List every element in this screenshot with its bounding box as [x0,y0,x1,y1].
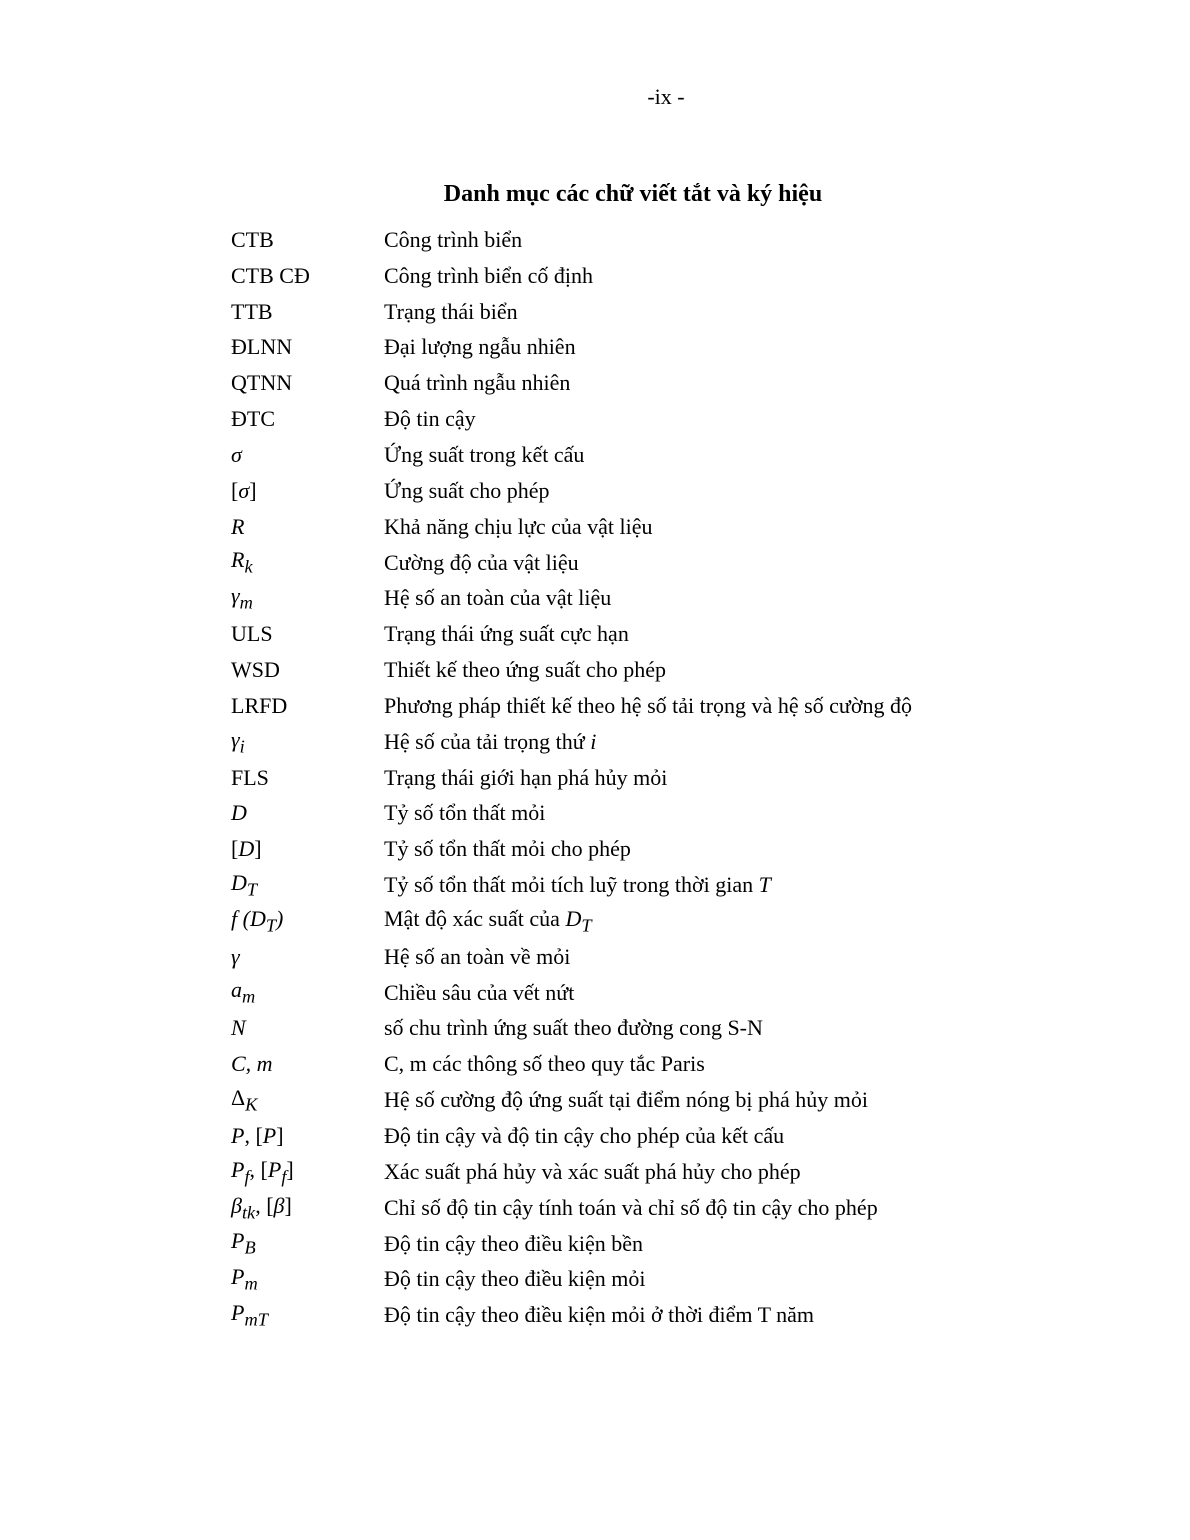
abbreviation-symbol: f $(D_T)$ [231,905,284,936]
abbreviation-symbol: $P_{mT}$ [231,1300,268,1330]
abbreviation-row [231,831,1131,867]
abbreviation-description: Chỉ số độ tin cậy tính toán và chỉ số độ tin cậy cho phép [384,1194,878,1220]
abbreviation-row [231,437,1131,473]
abbreviation-description: Chiều sâu của vết nứt [384,979,575,1005]
abbreviation-symbol: FLS [231,764,269,790]
abbreviation-row [231,1154,1131,1190]
abbreviation-symbol: QTNN [231,370,293,396]
abbreviation-symbol: $a_m$ [231,977,256,1007]
abbreviation-row [231,473,1131,509]
abbreviation-symbol: N [231,1015,246,1041]
abbreviation-row [231,688,1131,724]
abbreviation-row [231,1082,1131,1118]
abbreviation-description: Công trình biển cố định [384,262,593,288]
abbreviation-description: Trạng thái biển [384,298,518,324]
abbreviation-description: số chu trình ứng suất theo đường cong S-N [384,1015,763,1041]
abbreviation-description: Mật độ xác suất của $D_T$ [384,905,592,936]
abbreviation-description: Độ tin cậy và độ tin cậy cho phép của kết cấu [384,1123,785,1149]
abbreviation-description: Đại lượng ngẫu nhiên [384,334,576,360]
abbreviation-symbol: $\Delta_K$ [231,1084,258,1115]
abbreviation-description: Công trình biển [384,226,523,252]
abbreviation-symbol: $P_f$, $[P_f]$ [231,1156,294,1187]
abbreviation-symbol: $\gamma_i$ [231,726,245,756]
abbreviation-symbol: [D] [231,836,262,862]
abbreviation-row [231,1011,1131,1047]
abbreviation-description: Ứng suất trong kết cấu [384,441,585,467]
abbreviation-row [231,1118,1131,1154]
abbreviation-row [231,258,1131,294]
abbreviation-row [231,1297,1131,1333]
abbreviation-list [231,222,1131,1333]
abbreviation-row [231,545,1131,581]
abbreviation-row [231,796,1131,832]
abbreviation-description: Xác suất phá hủy và xác suất phá hủy cho phép [384,1158,801,1184]
page-number: -ix - [647,84,685,109]
abbreviation-symbol: $P_B$ [231,1228,256,1258]
abbreviation-symbol: WSD [231,657,280,683]
abbreviation-row [231,1261,1131,1297]
abbreviation-description: Độ tin cậy theo điều kiện bền [384,1230,644,1256]
abbreviation-description: Trạng thái giới hạn phá hủy mỏi [384,764,668,790]
abbreviation-symbol: CTB [231,226,274,252]
abbreviation-row [231,401,1131,437]
abbreviation-symbol: TTB [231,298,273,324]
abbreviation-description: Độ tin cậy theo điều kiện mỏi ở thời điểm T năm [384,1302,814,1328]
abbreviation-symbol: P, [P] [231,1123,284,1149]
abbreviation-symbol: ĐTC [231,406,275,432]
abbreviation-symbol: [σ] [231,477,257,503]
abbreviation-description: Độ tin cậy [384,406,476,432]
abbreviation-symbol: $P_m$ [231,1264,258,1294]
abbreviation-row [231,365,1131,401]
abbreviation-row [231,1046,1131,1082]
abbreviation-description: Tỷ số tổn thất mỏi [384,800,546,826]
abbreviation-description: Cường độ của vật liệu [384,549,579,575]
abbreviation-row [231,330,1131,366]
abbreviation-row [231,294,1131,330]
abbreviation-symbol: C, m [231,1051,273,1077]
abbreviation-symbol: γ [231,943,240,969]
abbreviation-description: Ứng suất cho phép [384,477,550,503]
abbreviation-row [231,652,1131,688]
abbreviation-description: Tỷ số tổn thất mỏi cho phép [384,836,631,862]
abbreviation-symbol: $\beta_{tk}$, [β] [231,1192,292,1222]
abbreviation-row [231,509,1131,545]
abbreviation-symbol: $R_k$ [231,547,253,577]
abbreviation-description: Khả năng chịu lực của vật liệu [384,513,653,539]
abbreviation-symbol: CTB CĐ [231,262,310,288]
abbreviation-description: Hệ số an toàn về mỏi [384,943,571,969]
abbreviation-description: Phương pháp thiết kế theo hệ số tải trọng và hệ số cường độ [384,692,912,718]
abbreviation-row [231,1190,1131,1226]
page-title: Danh mục các chữ viết tắt và ký hiệu [443,181,823,207]
abbreviation-symbol: R [231,513,245,539]
abbreviation-row [231,939,1131,975]
abbreviation-symbol: LRFD [231,692,288,718]
abbreviation-description: C, m các thông số theo quy tắc Paris [384,1051,705,1077]
abbreviation-symbol: σ [231,441,242,467]
abbreviation-symbol: $D_T$ [231,869,258,900]
abbreviation-symbol: ĐLNN [231,334,293,360]
abbreviation-row [231,760,1131,796]
abbreviation-symbol: D [231,800,247,826]
abbreviation-row [231,222,1131,258]
abbreviation-row [231,903,1131,939]
abbreviation-row [231,867,1131,903]
abbreviation-row [231,580,1131,616]
abbreviation-description: Thiết kế theo ứng suất cho phép [384,657,666,683]
abbreviation-description: Hệ số của tải trọng thứ i [384,728,597,754]
abbreviation-row [231,975,1131,1011]
abbreviation-row [231,616,1131,652]
abbreviation-row [231,1226,1131,1262]
abbreviation-row [231,724,1131,760]
abbreviation-symbol: $\gamma_m$ [231,583,253,613]
abbreviation-description: Trạng thái ứng suất cực hạn [384,621,629,647]
abbreviation-description: Quá trình ngẫu nhiên [384,370,571,396]
abbreviation-description: Độ tin cậy theo điều kiện mỏi [384,1266,646,1292]
abbreviation-symbol: ULS [231,621,273,647]
abbreviation-description: Hệ số an toàn của vật liệu [384,585,612,611]
abbreviation-description: Tỷ số tổn thất mỏi tích luỹ trong thời gian T [384,872,771,898]
abbreviation-description: Hệ số cường độ ứng suất tại điểm nóng bị phá hủy mỏi [384,1087,868,1113]
